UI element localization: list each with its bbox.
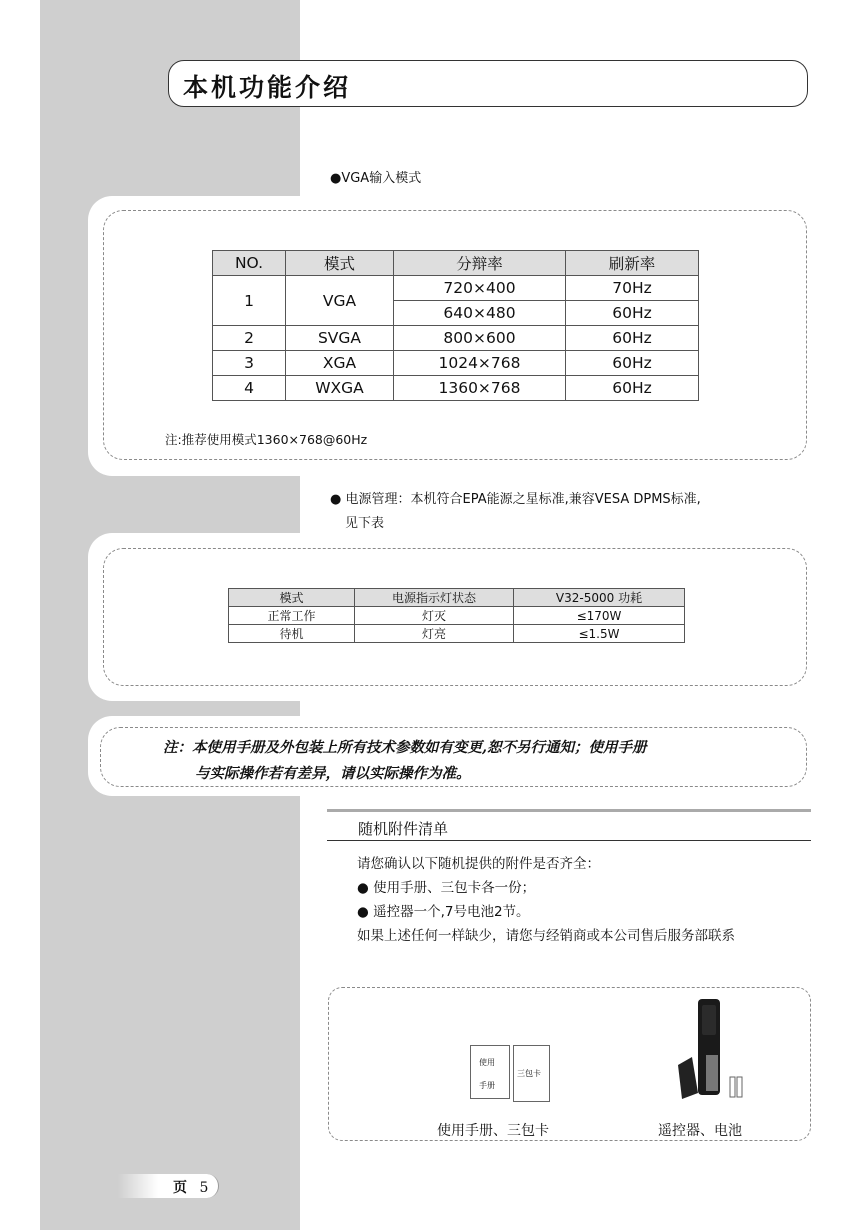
cell-resolution: 1360×768 [394,376,566,401]
notice-text [163,735,647,787]
manual-label-top: 使用 [479,1058,495,1067]
col-led: 电源指示灯状态 [355,589,514,607]
table-row [229,625,685,643]
page-number [173,1177,208,1197]
page-number-value: 5 [199,1180,209,1196]
battery-compartment [706,1055,718,1091]
table-row [213,276,699,301]
cell-refresh: 60Hz [566,326,699,351]
cell-power: ≤1.5W [514,625,685,643]
cell-refresh: 70Hz [566,276,699,301]
power-table [228,588,685,643]
warranty-card-image [513,1045,550,1102]
cell-refresh: 60Hz [566,351,699,376]
cell-no: 2 [213,326,286,351]
table-row [213,376,699,401]
cell-no: 3 [213,351,286,376]
cell-resolution: 720×400 [394,276,566,301]
notice-line-2: 与实际操作若有差异，请以实际操作为准。 [195,765,471,782]
caption-remote-battery: 遥控器、电池 [658,1123,742,1139]
vga-recommend-note: 注:推荐使用模式1360×768@60Hz [165,432,368,447]
page-title: 本机功能介绍 [183,73,352,102]
cell-mode: 正常工作 [229,607,355,625]
battery-cover [678,1057,698,1099]
col-mode: 模式 [286,251,394,276]
vga-mode-table [212,250,699,401]
section-rule-top [327,809,811,812]
cell-mode: 待机 [229,625,355,643]
cell-resolution: 1024×768 [394,351,566,376]
table-header-row [229,589,685,607]
card-label: 三包卡 [517,1069,541,1078]
manual-label-bottom: 手册 [479,1081,495,1090]
table-row [213,351,699,376]
vga-heading: ●VGA输入模式 [330,171,422,186]
cell-refresh: 60Hz [566,376,699,401]
col-power: V32-5000 功耗 [514,589,685,607]
accessories-item-1: ● 使用手册、三包卡各一份； [357,880,536,896]
cell-resolution: 800×600 [394,326,566,351]
cell-no: 1 [213,276,286,326]
accessories-item-2: ● 遥控器一个,7号电池2节。 [357,904,530,920]
manual-booklet-image [470,1045,510,1099]
table-row [213,326,699,351]
cell-mode: WXGA [286,376,394,401]
notice-line-1: 注：本使用手册及外包装上所有技术参数如有变更,恕不另行通知；使用手册 [163,739,647,756]
cell-mode: SVGA [286,326,394,351]
battery-1 [730,1077,735,1097]
col-resolution: 分辩率 [394,251,566,276]
power-heading-cont: 见下表 [345,516,385,531]
cell-no: 4 [213,376,286,401]
col-refresh: 刷新率 [566,251,699,276]
cell-mode: VGA [286,276,394,326]
cell-led: 灯亮 [355,625,514,643]
table-header-row [213,251,699,276]
section-rule-bottom [327,840,811,841]
cell-mode: XGA [286,351,394,376]
remote-buttons [702,1005,716,1035]
accessories-title: 随机附件清单 [358,820,449,838]
caption-manual-card: 使用手册、三包卡 [437,1123,549,1139]
col-mode: 模式 [229,589,355,607]
accessories-footer: 如果上述任何一样缺少，请您与经销商或本公司售后服务部联系 [357,928,735,944]
page-label: 页 [173,1180,187,1196]
battery-2 [737,1077,742,1097]
section-title-box [168,60,808,107]
cell-power: ≤170W [514,607,685,625]
power-heading: ● 电源管理：本机符合EPA能源之星标准,兼容VESA DPMS标准, [330,492,701,507]
cell-led: 灯灭 [355,607,514,625]
col-no: NO. [213,251,286,276]
table-row [229,607,685,625]
cell-resolution: 640×480 [394,301,566,326]
accessories-intro: 请您确认以下随机提供的附件是否齐全： [357,856,600,872]
remote-control-image [668,995,748,1105]
cell-refresh: 60Hz [566,301,699,326]
